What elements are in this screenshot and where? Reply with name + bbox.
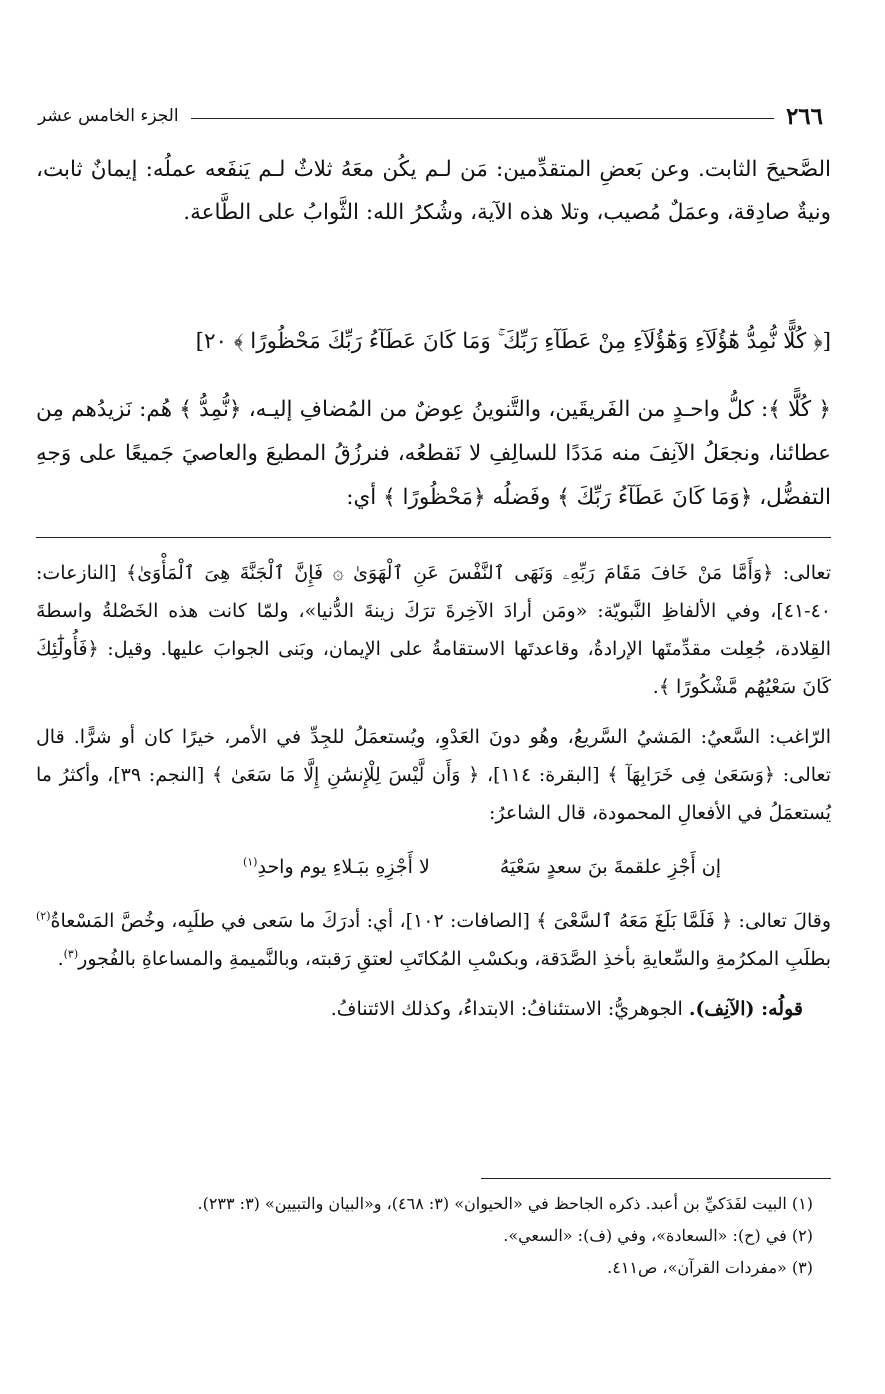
quran-verse bbox=[36, 323, 831, 361]
note-text: . bbox=[57, 948, 64, 970]
page-header bbox=[38, 96, 823, 136]
note-paragraph bbox=[36, 990, 831, 1028]
main-text-block bbox=[36, 148, 831, 234]
verse-text: [﴿ كُلًّا نُّمِدُّ هَٰٓؤُلَآءِ وَهَٰٓؤُلَآءِ مِنْ عَطَآءِ رَبِّكَ ۚ وَمَا كَانَ عَطَآءُ رَبِّكَ مَحْظُورًا ﴾ ٢٠] bbox=[195, 329, 831, 354]
note-paragraph bbox=[36, 902, 831, 978]
note-text: وقالَ تعالى: ﴿ فَلَمَّا بَلَغَ مَعَهُ ٱلسَّعْىَ ﴾ [الصافات: ١٠٢]، أي: أدرَكَ ما سَعى في طلَبِه، وخُصَّ المَسْعاةُ bbox=[50, 910, 831, 932]
footnote: (٣) «مفردات القرآن»، ص٤١١. bbox=[607, 1258, 813, 1277]
footnote: (١) البيت لفَدَكيِّ بن أعبد. ذكره الجاحظ في «الحيوان» (٣: ٤٦٨)، و«البيان والتبيين» (٣: ٢٣٣). bbox=[197, 1194, 813, 1213]
note-paragraph: الرّاغب: السَّعيُ: المَشيُ السَّريعُ، وهُو دونَ العَدْوِ، ويُستعمَلُ للجِدِّ في الأمر، خيرًا كان أو شرًّا. قال تعالى: ﴿وَسَعَىٰ فِى خَرَابِهَآ ﴾ [البقرة: ١١٤]، ﴿ وَأَن لَّيْسَ لِلْإِنسَٰنِ إِلَّا مَا سَعَىٰ ﴾ [النجم: ٣٩]، وأكثرُ ما يُستعمَلُ في الأفعالِ المحمودة، قال الشاعرُ: bbox=[36, 726, 831, 824]
header-rule bbox=[191, 118, 774, 119]
poem-hemistich-right: إن أَجْزِ علقمةَ بنَ سعدٍ سَعْيَهُ bbox=[499, 856, 721, 878]
poem-text: لا أَجْزِهِ ببَـلاءِ يوم واحدِ bbox=[257, 856, 430, 878]
footnote-ref[interactable]: (٣) bbox=[63, 947, 79, 961]
notes-block bbox=[36, 554, 831, 1028]
body-paragraph: الصَّحيحَ الثابت. وعن بَعضِ المتقدِّمين: مَن لـم يكُن معَهُ ثلاثٌ لـم يَنفَعه عملُه: إيمانٌ ثابت، ونيةٌ صادِقة، وعمَلٌ مُصيب، وتلا هذه الآية، وشُكرُ الله: الثَّوابُ على الطَّاعة. bbox=[36, 157, 831, 225]
poem-hemistich-left bbox=[243, 848, 430, 886]
body-paragraph: ﴿ كُلًّا ﴾: كلُّ واحـدٍ من الفَريقَين، والتَّنوينُ عِوضٌ من المُضافِ إليـه، ﴿نُّمِدُّ ﴾ هُم: نَزيدُهم مِن عطائنا، ونجعَلُ الآنِفَ منه مَدَدًا للسالِفِ لا نَقطعُه، فنرزُقُ المطيعَ والعاصيَ جَميعًا على وَجهِ التفضُّل، ﴿وَمَا كَانَ عَطَآءُ رَبِّكَ ﴾ وفَضلُه ﴿مَحْظُورًا ﴾ أي: bbox=[36, 397, 831, 510]
footnote-rule bbox=[481, 1178, 831, 1179]
part-title: الجزء الخامس عشر bbox=[38, 106, 179, 126]
note-label: قولُه: (الآنِف). bbox=[688, 998, 803, 1020]
footnote: (٢) في (ح): «السعادة»، وفي (ف): «السعي». bbox=[503, 1226, 813, 1245]
footnote-ref[interactable]: (٢) bbox=[36, 909, 51, 923]
commentary-block bbox=[36, 388, 831, 520]
note-text: الجوهريُّ: الاستئنافُ: الابتداءُ، وكذلك الائتنافُ. bbox=[330, 998, 689, 1020]
notes-divider bbox=[36, 537, 831, 538]
footnotes-block bbox=[36, 1188, 831, 1284]
page-number: ٢٦٦ bbox=[785, 102, 823, 130]
note-text: بطلَبِ المكرُمةِ والسِّعايةِ بأخذِ الصَّدَقة، وبكسْبِ المُكاتَبِ لعتقِ رَقبته، وبالنَّميمةِ والمساعاةِ بالفُجور bbox=[78, 948, 831, 970]
note-paragraph: تعالى: ﴿وَأَمَّا مَنْ خَافَ مَقَامَ رَبِّهِۦ وَنَهَى ٱلنَّفْسَ عَنِ ٱلْهَوَىٰ ۞ فَإِنَّ ٱلْجَنَّةَ هِىَ ٱلْمَأْوَىٰ﴾ [النازعات: ٤٠-٤١]، وفي الألفاظِ النَّبويّة: «ومَن أرادَ الآخِرةَ ترَكَ زينةَ الدُّنيا»، ولمّا كانت هذه الخَصْلةُ واسطةَ القِلادة، جُعِلت مقدِّمتَها الإرادةُ، وقاعدتَها الاستقامةُ على الإيمان، وبَنى الجوابَ عليها. وقيل: ﴿فَأُولَٰٓئِكَ كَانَ سَعْيُهُم مَّشْكُورًا ﴾. bbox=[36, 562, 831, 698]
poem-verse bbox=[36, 848, 831, 886]
footnote-ref[interactable]: (١) bbox=[242, 855, 258, 869]
